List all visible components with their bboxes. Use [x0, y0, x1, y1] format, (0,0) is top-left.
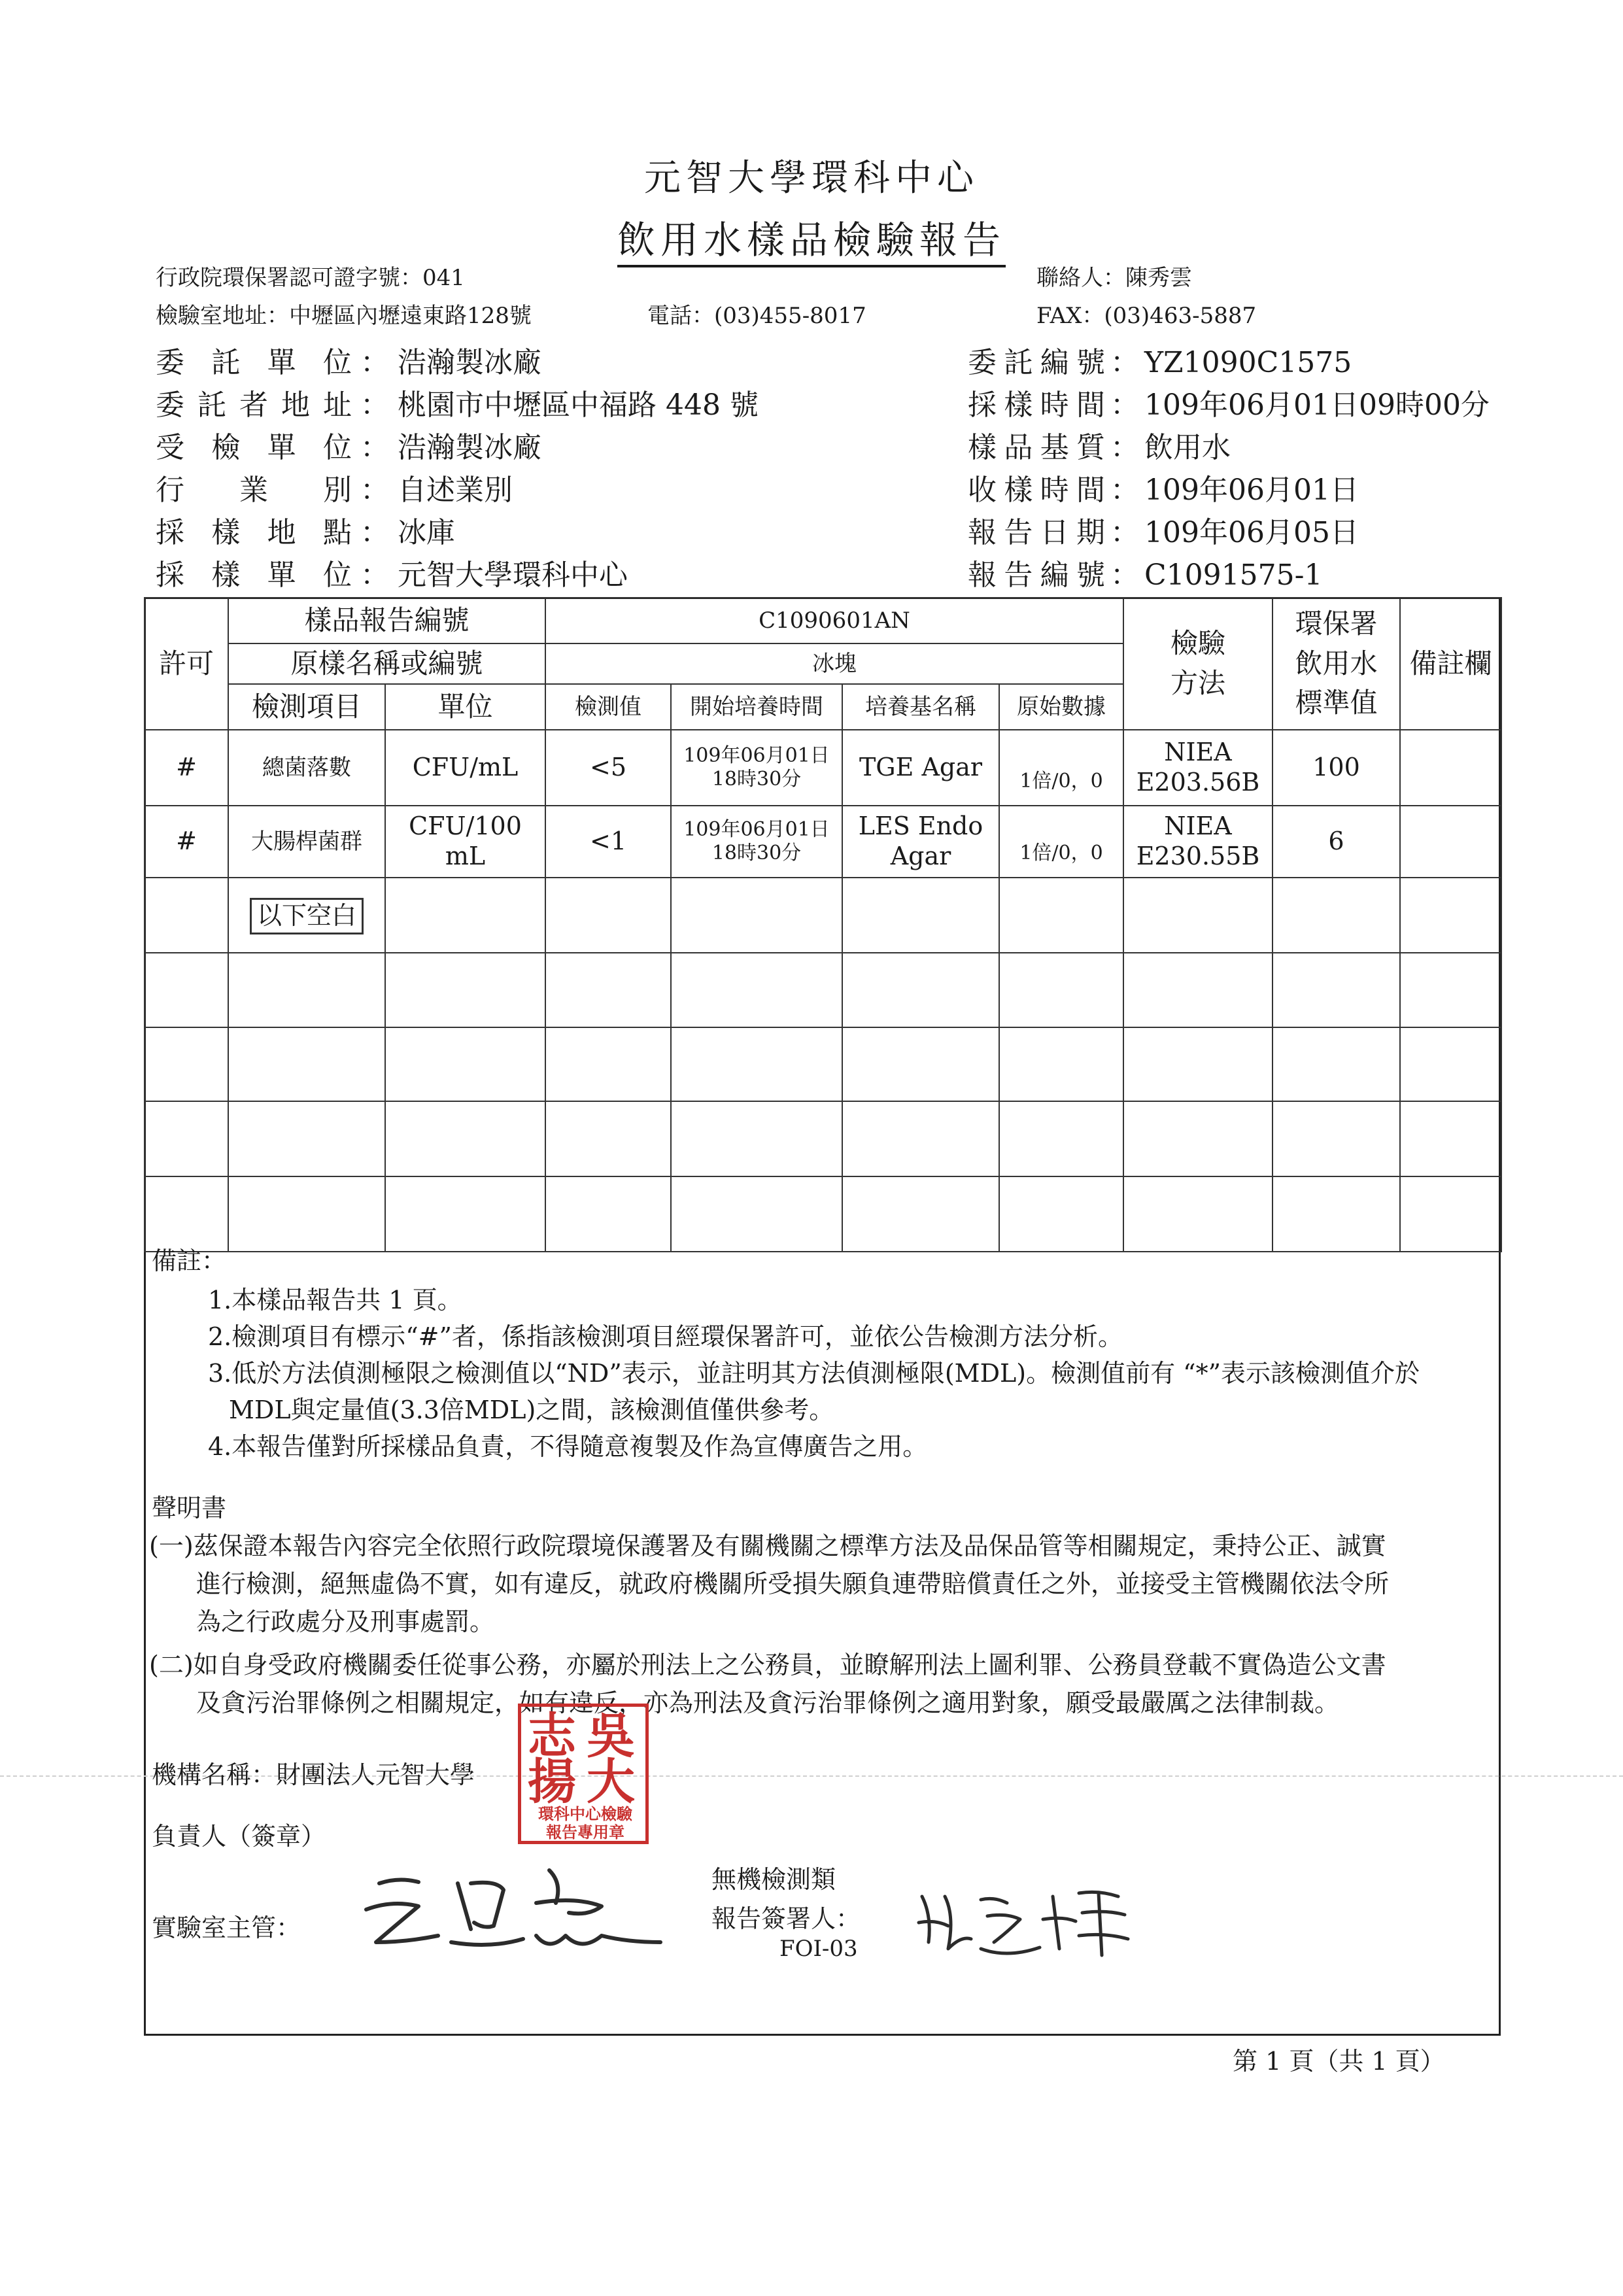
declaration-line: (二)如自身受政府機關委任從事公務，亦屬於刑法上之公務員，並瞭解刑法上圖利罪、公務員登載不實偽造公文書 [149, 1651, 1386, 1679]
table-row [145, 806, 1501, 878]
supervisor-signature [340, 1844, 680, 1975]
form-number: FOI-03 [779, 1936, 858, 1962]
info-value: 冰庫 [398, 516, 455, 549]
seal-char: 吳 [587, 1708, 635, 1764]
info-sampling-location [156, 509, 455, 551]
report-signer-label: 報告簽署人： [711, 1904, 861, 1933]
declaration-line: (一)茲保證本報告內容完全依照行政院環境保護署及有關機關之標準方法及品保品管等相關規定，秉持公正、誠實 [149, 1532, 1386, 1560]
info-sep: ： [360, 346, 389, 379]
cell-unit: CFU/100 mL [385, 806, 545, 878]
note-item: 4.本報告僅對所採樣品負責，不得隨意複製及作為宣傳廣告之用。 [208, 1432, 928, 1461]
header-remark: 備註欄 [1400, 598, 1501, 730]
info-value: YZ1090C1575 [1144, 346, 1352, 379]
info-report-date [968, 509, 1359, 551]
seal-char: 揚 [528, 1754, 576, 1810]
lab-address: 檢驗室地址：中壢區內壢遠東路128號 [156, 303, 532, 329]
info-value: 浩瀚製冰廠 [398, 346, 541, 379]
header-method: 檢驗 方法 [1123, 598, 1273, 730]
table-row [145, 730, 1501, 806]
header-sample-report-no: 樣品報告編號 [228, 598, 545, 643]
report-title [0, 209, 1623, 264]
note-item: 3.低於方法偵測極限之檢測值以“ND”表示，並註明其方法偵測極限(MDL)。檢測值前有 “*”表示該檢測值介於 [208, 1359, 1420, 1388]
header-standard: 環保署 飲用水 標準值 [1273, 598, 1400, 730]
info-sep: ： [1110, 558, 1139, 592]
cell-remark [1400, 806, 1501, 878]
declaration-line: 為之行政處分及刑事處罰。 [196, 1607, 495, 1636]
seal-char: 志 [528, 1708, 576, 1764]
category-label: 無機檢測類 [711, 1865, 836, 1894]
table-row-empty [145, 1176, 1501, 1252]
contact-person: 聯絡人：陳秀雲 [1036, 265, 1192, 291]
lab-phone: 電話：(03)455-8017 [647, 303, 866, 329]
header-unit: 單位 [385, 684, 545, 730]
info-sep: ： [360, 473, 389, 507]
cell-item: 總菌落數 [228, 730, 385, 806]
cell-permit: # [145, 730, 228, 806]
info-value: 109年06月01日 [1144, 473, 1359, 507]
cell-permit: # [145, 806, 228, 878]
info-matrix [968, 424, 1231, 466]
blank-note: 以下空白 [250, 898, 364, 934]
info-inspected-unit [156, 424, 541, 466]
cell-unit: CFU/mL [385, 730, 545, 806]
info-sep: ： [360, 558, 389, 592]
info-label: 報告編號 [968, 558, 1105, 592]
license-number: 行政院環保署認可證字號：041 [156, 265, 465, 291]
cell-raw: 1倍/0，0 [999, 806, 1123, 878]
header-culture-start: 開始培養時間 [671, 684, 842, 730]
info-label: 委託單位 [156, 346, 352, 379]
header-medium: 培養基名稱 [842, 684, 999, 730]
info-sep: ： [1110, 516, 1139, 549]
notes-heading: 備註： [152, 1246, 227, 1275]
info-sep: ： [360, 516, 389, 549]
info-sep: ： [1110, 431, 1139, 464]
note-item: 2.檢測項目有標示“#”者，係指該檢測項目經環保署許可，並依公告檢測方法分析。 [208, 1322, 1123, 1351]
info-value: 109年06月05日 [1144, 516, 1359, 549]
signer-signature [909, 1870, 1144, 1968]
info-client-address [156, 381, 759, 423]
cell-standard: 100 [1273, 730, 1400, 806]
seal-char: 大 [587, 1754, 635, 1810]
info-label: 受檢單位 [156, 431, 352, 464]
header-item: 檢測項目 [228, 684, 385, 730]
declaration-line: 及貪污治罪條例之相關規定，如有違反，亦為刑法及貪污治罪條例之適用對象，願受最嚴厲之法律制裁。 [196, 1688, 1340, 1717]
info-sampling-time [968, 381, 1490, 423]
table-row-empty [145, 1101, 1501, 1176]
info-sep: ： [1110, 388, 1139, 422]
table-row-blank-note [145, 878, 1501, 953]
cell-value: <1 [545, 806, 671, 878]
note-item: MDL與定量值(3.3倍MDL)之間，該檢測值僅供參考。 [229, 1396, 834, 1424]
cell-medium: TGE Agar [842, 730, 999, 806]
seal-caption: 環科中心檢驗 [538, 1804, 632, 1823]
info-label: 樣品基質 [968, 431, 1105, 464]
cell-medium: LES Endo Agar [842, 806, 999, 878]
info-label: 採樣時間 [968, 388, 1105, 422]
info-industry [156, 466, 513, 508]
info-label: 採樣地點 [156, 516, 352, 549]
cell-item: 大腸桿菌群 [228, 806, 385, 878]
lab-fax: FAX：(03)463-5887 [1036, 303, 1257, 329]
cell-method: NIEA E230.55B [1123, 806, 1273, 878]
cell-value: <5 [545, 730, 671, 806]
page-info: 第 1 頁（共 1 頁） [1233, 2047, 1445, 2076]
info-commission-no [968, 339, 1352, 381]
header-value: 檢測值 [545, 684, 671, 730]
info-label: 委託編號 [968, 346, 1105, 379]
info-report-no [968, 551, 1323, 593]
info-label: 收樣時間 [968, 473, 1105, 507]
cell-culture-start: 109年06月01日 18時30分 [671, 806, 842, 878]
lab-supervisor-label: 實驗室主管： [152, 1913, 301, 1942]
seal-caption: 報告專用章 [546, 1823, 624, 1842]
cell-standard: 6 [1273, 806, 1400, 878]
info-label: 行業別 [156, 473, 352, 507]
info-value: 飲用水 [1144, 431, 1231, 464]
responsible-person: 負責人（簽章） [152, 1822, 326, 1851]
info-sep: ： [1110, 473, 1139, 507]
results-table [144, 597, 1502, 1252]
info-sampling-unit [156, 551, 628, 593]
info-value: 109年06月01日09時00分 [1144, 388, 1490, 422]
cell-raw: 1倍/0，0 [999, 730, 1123, 806]
info-label: 委託者地址 [156, 388, 352, 422]
info-receive-time [968, 466, 1359, 508]
info-label: 採樣單位 [156, 558, 352, 592]
header-raw: 原始數據 [999, 684, 1123, 730]
info-value: 浩瀚製冰廠 [398, 431, 541, 464]
info-value: C1091575-1 [1144, 558, 1323, 592]
table-row-empty [145, 953, 1501, 1027]
header-original-name: 原樣名稱或編號 [228, 643, 545, 684]
table-row-empty [145, 1027, 1501, 1101]
declaration-heading: 聲明書 [152, 1494, 227, 1522]
info-value: 元智大學環科中心 [398, 558, 628, 592]
info-sep: ： [360, 388, 389, 422]
info-value: 桃園市中壢區中福路 448 號 [398, 388, 759, 422]
report-title-text: 飲用水樣品檢驗報告 [617, 218, 1006, 267]
original-name: 冰塊 [545, 643, 1123, 684]
cell-culture-start: 109年06月01日 18時30分 [671, 730, 842, 806]
info-value: 自述業別 [398, 473, 513, 507]
info-client [156, 339, 541, 381]
info-sep: ： [360, 431, 389, 464]
info-sep: ： [1110, 346, 1139, 379]
info-label: 報告日期 [968, 516, 1105, 549]
institute-title: 元智大學環科中心 [644, 157, 979, 199]
org-name: 機構名稱：財團法人元智大學 [152, 1760, 475, 1789]
cell-remark [1400, 730, 1501, 806]
header-permit: 許可 [145, 598, 228, 730]
official-seal [518, 1704, 649, 1844]
sample-report-no: C1090601AN [545, 598, 1123, 643]
cell-method: NIEA E203.56B [1123, 730, 1273, 806]
declaration-line: 進行檢測，絕無虛偽不實，如有違反，就政府機關所受損失願負連帶賠償責任之外，並接受主管機關依法令所 [196, 1569, 1390, 1598]
note-item: 1.本樣品報告共 1 頁。 [208, 1286, 462, 1314]
